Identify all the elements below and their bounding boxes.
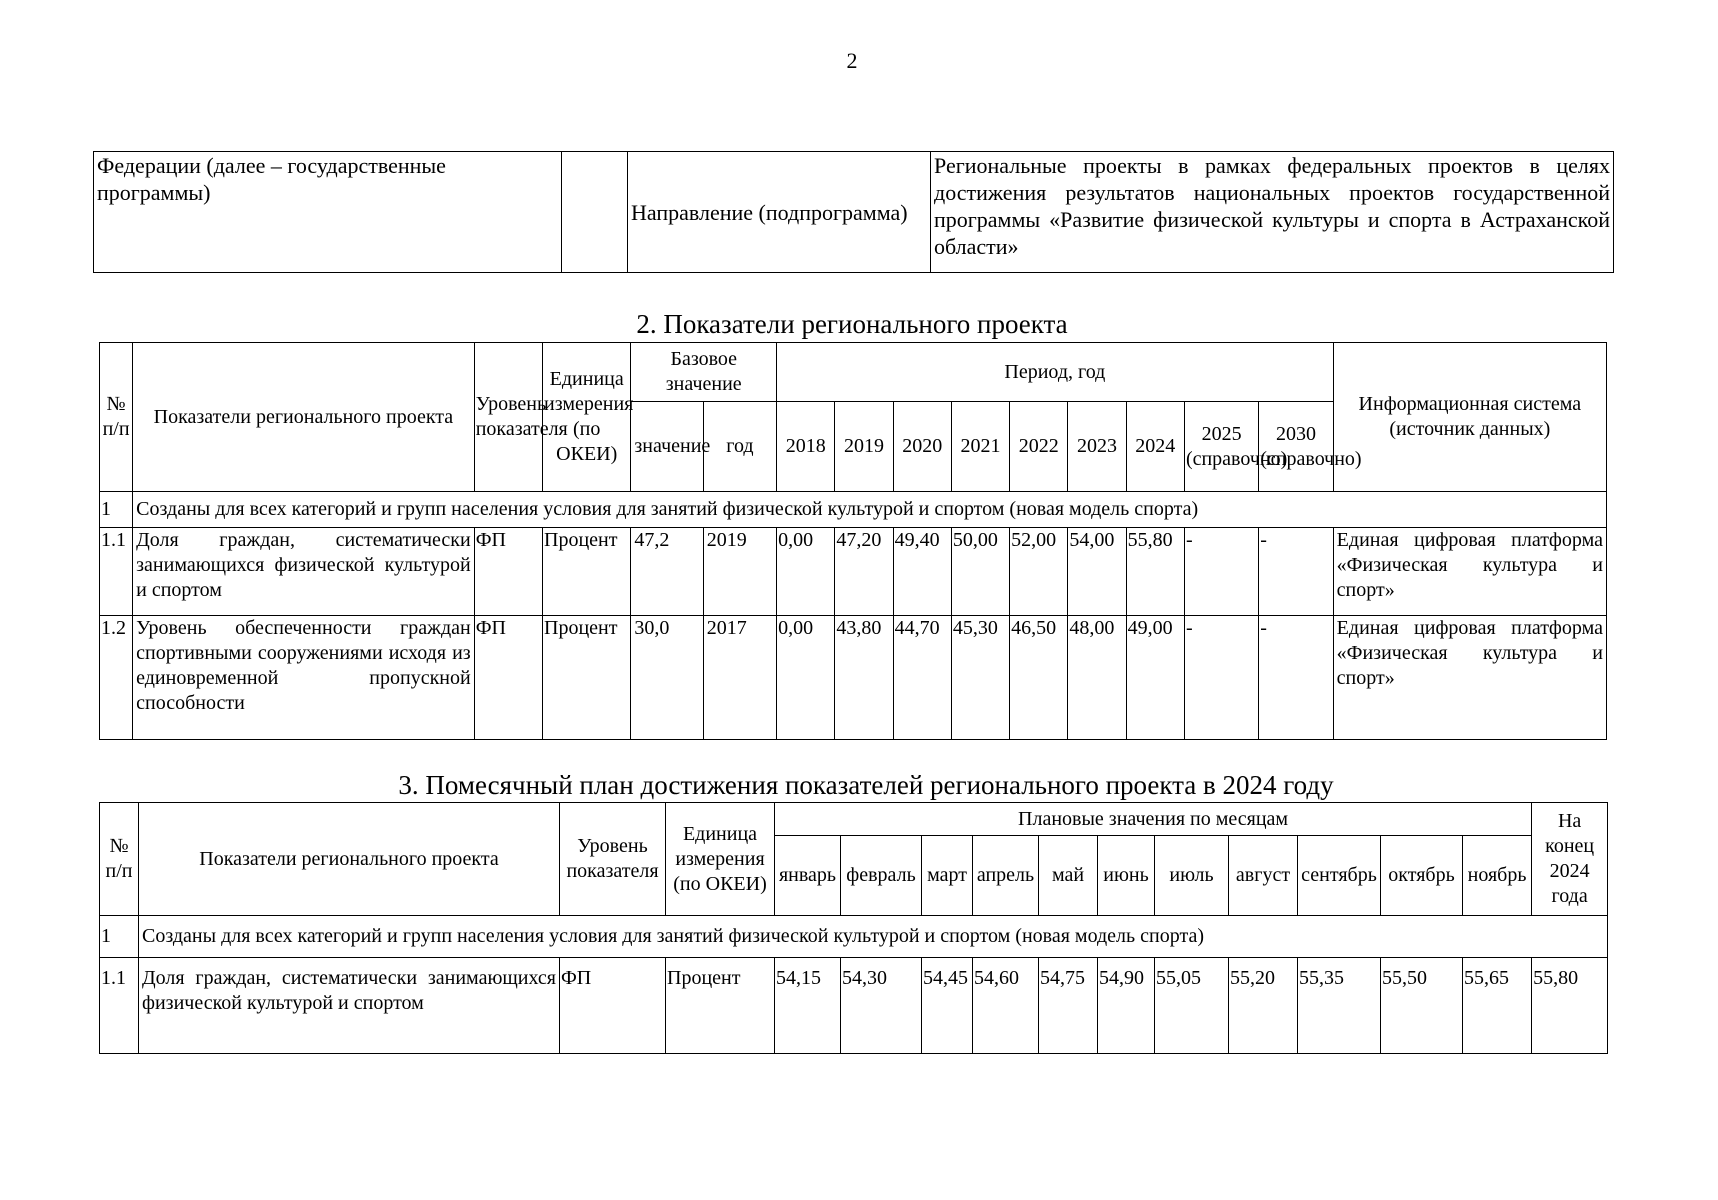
header-month: февраль — [841, 836, 922, 916]
row-year-value: 48,00 — [1068, 616, 1126, 740]
table-row — [100, 528, 1607, 616]
row-unit: Процент — [543, 528, 631, 616]
row-year-value: - — [1184, 616, 1258, 740]
row-indicator: Доля граждан, систематически занимающихся физической культурой и спортом — [139, 958, 560, 1054]
table-row — [100, 958, 1608, 1054]
row-info-system: Единая цифровая платформа «Физическая культура и спорт» — [1333, 616, 1606, 740]
header-year-end: На конец 2024 года — [1532, 803, 1608, 916]
row-month-value: 54,75 — [1039, 958, 1098, 1054]
header-month: июль — [1155, 836, 1229, 916]
header-year-reference: 2025 (справочно) — [1184, 402, 1258, 492]
row-year-value: 0,00 — [777, 528, 835, 616]
indicators-table — [99, 342, 1607, 740]
header-base-value: значение — [631, 402, 703, 492]
row-year-value: 0,00 — [777, 616, 835, 740]
plan-header-row-1 — [100, 803, 1608, 836]
row-month-value: 54,30 — [841, 958, 922, 1054]
header-year: 2019 — [835, 402, 893, 492]
header-monthly-plan: Плановые значения по месяцам — [775, 803, 1532, 836]
header-base-year: год — [703, 402, 776, 492]
row-year-value: 54,00 — [1068, 528, 1126, 616]
row-year-value: 47,20 — [835, 528, 893, 616]
section3-title: 3. Помесячный план достижения показателей регионального проекта в 2024 году — [398, 770, 1334, 800]
row-base-value: 30,0 — [631, 616, 703, 740]
header-year: 2023 — [1068, 402, 1126, 492]
group-num: 1 — [100, 916, 139, 958]
header-year: 2021 — [951, 402, 1009, 492]
header-year-reference: 2030 (справочно) — [1259, 402, 1333, 492]
row-year-value: 49,00 — [1126, 616, 1184, 740]
header-num: № п/п — [100, 803, 139, 916]
header-month: январь — [775, 836, 841, 916]
row-unit: Процент — [543, 616, 631, 740]
header-year: 2020 — [893, 402, 951, 492]
row-num: 1.2 — [100, 616, 133, 740]
row-year-value: 50,00 — [951, 528, 1009, 616]
header-month: сентябрь — [1298, 836, 1381, 916]
row-year-value: 52,00 — [1010, 528, 1068, 616]
header-year: 2022 — [1010, 402, 1068, 492]
header-period: Период, год — [777, 343, 1334, 402]
row-base-year: 2019 — [703, 528, 776, 616]
page-number: 2 — [846, 48, 858, 73]
header-month: ноябрь — [1463, 836, 1532, 916]
row-base-value: 47,2 — [631, 528, 703, 616]
header-month: июнь — [1098, 836, 1155, 916]
header-month: август — [1229, 836, 1298, 916]
section2-title: 2. Показатели регионального проекта — [636, 309, 1068, 339]
passport-projects-text: Региональные проекты в рамках федеральных проектов в целях достижения результатов национальных проектов государственной программы «Развитие физической культуры и спорта в Астраханской области» — [931, 152, 1614, 273]
header-month: апрель — [973, 836, 1039, 916]
row-month-value: 54,45 — [922, 958, 973, 1054]
header-month: март — [922, 836, 973, 916]
header-month: май — [1039, 836, 1098, 916]
header-unit: Единица измерения (по ОКЕИ) — [666, 803, 775, 916]
row-num: 1.1 — [100, 528, 133, 616]
header-indicator: Показатели регионального проекта — [133, 343, 475, 492]
header-level: Уровень показателя — [560, 803, 666, 916]
header-unit: Единица измерения (по ОКЕИ) — [543, 343, 631, 492]
header-level: Уровень показателя — [474, 343, 542, 492]
passport-table — [93, 151, 1614, 273]
row-month-value: 54,90 — [1098, 958, 1155, 1054]
indicators-group-row — [100, 492, 1607, 528]
header-num: № п/п — [100, 343, 133, 492]
row-level: ФП — [474, 616, 542, 740]
row-month-value: 55,20 — [1229, 958, 1298, 1054]
passport-direction-label: Направление (подпрограмма) — [628, 152, 931, 273]
row-unit: Процент — [666, 958, 775, 1054]
passport-left-cell: Федерации (далее – государственные программы) — [94, 152, 562, 273]
row-month-value: 55,65 — [1463, 958, 1532, 1054]
plan-group-row — [100, 916, 1608, 958]
row-year-value: 44,70 — [893, 616, 951, 740]
row-month-value: 54,15 — [775, 958, 841, 1054]
row-indicator: Уровень обеспеченности граждан спортивными сооружениями исходя из единовременной пропускной способности — [133, 616, 475, 740]
row-month-value: 55,50 — [1381, 958, 1463, 1054]
row-year-value: 45,30 — [951, 616, 1009, 740]
group-num: 1 — [100, 492, 133, 528]
row-year-value: - — [1259, 616, 1333, 740]
row-year-value: 49,40 — [893, 528, 951, 616]
indicators-header-row-1 — [100, 343, 1607, 402]
header-info-system: Информационная система (источник данных) — [1333, 343, 1606, 492]
row-base-year: 2017 — [703, 616, 776, 740]
row-indicator: Доля граждан, систематически занимающихся физической культурой и спортом — [133, 528, 475, 616]
row-month-value: 54,60 — [973, 958, 1039, 1054]
header-year: 2018 — [777, 402, 835, 492]
group-text: Созданы для всех категорий и групп населения условия для занятий физической культурой и спортом (новая модель спорта) — [133, 492, 1607, 528]
header-year: 2024 — [1126, 402, 1184, 492]
row-year-value: 46,50 — [1010, 616, 1068, 740]
monthly-plan-table — [99, 802, 1608, 1054]
row-level: ФП — [560, 958, 666, 1054]
row-year-value: 55,80 — [1126, 528, 1184, 616]
row-year-value: 43,80 — [835, 616, 893, 740]
row-year-end-value: 55,80 — [1532, 958, 1608, 1054]
row-level: ФП — [474, 528, 542, 616]
passport-row — [94, 152, 1614, 273]
row-year-value: - — [1184, 528, 1258, 616]
header-base: Базовое значение — [631, 343, 777, 402]
row-num: 1.1 — [100, 958, 139, 1054]
row-year-value: - — [1259, 528, 1333, 616]
passport-empty-cell — [562, 152, 628, 273]
group-text: Созданы для всех категорий и групп населения условия для занятий физической культурой и спортом (новая модель спорта) — [139, 916, 1608, 958]
header-indicator: Показатели регионального проекта — [139, 803, 560, 916]
table-row — [100, 616, 1607, 740]
row-month-value: 55,05 — [1155, 958, 1229, 1054]
row-info-system: Единая цифровая платформа «Физическая культура и спорт» — [1333, 528, 1606, 616]
header-month: октябрь — [1381, 836, 1463, 916]
row-month-value: 55,35 — [1298, 958, 1381, 1054]
